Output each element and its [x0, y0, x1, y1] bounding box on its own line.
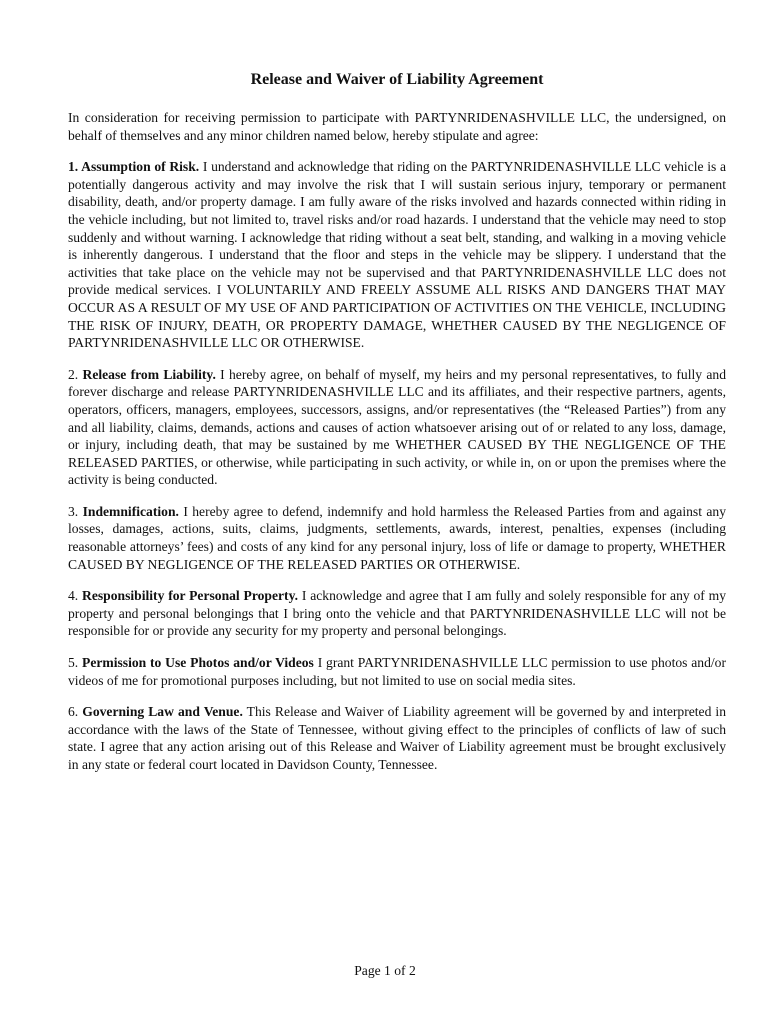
section-body: This Release and Waiver of Liability agreement will be governed by and interpreted in accordance with the laws of the State of Tennessee, without giving effect to the principles of conflicts of law of such state. I agree that any action arising out of this Release and Waiver of Liability agreement must be brought exclusively in any state or federal court located in Davidson County, Tennessee. [68, 704, 726, 772]
intro-paragraph: In consideration for receiving permission to participate with PARTYNRIDENASHVILLE LLC, the undersigned, on behalf of themselves and any minor children named below, hereby stipulate and agree: [68, 110, 726, 143]
section-assumption-of-risk [68, 158, 726, 352]
section-body: I hereby agree to defend, indemnify and hold harmless the Released Parties from and against any losses, damages, actions, suits, claims, judgments, settlements, awards, interest, penalties, expenses (including reasonable attorneys’ fees) and costs of any kind for any personal injury, loss of life or damage to property, WHETHER CAUSED BY NEGLIGENCE OF THE RELEASED PARTIES OR OTHERWISE. [68, 503, 727, 572]
section-body: I acknowledge and agree that I am fully and solely responsible for any of my property and personal belongings that I bring onto the vehicle and that PARTYNRIDENASHVILLE LLC will not be responsible for or provide any security for my property and personal belongings. [68, 588, 727, 639]
section-number: 4. [68, 588, 79, 604]
section-body: I understand and acknowledge that riding on the PARTYNRIDENASHVILLE LLC vehicle is a potentially dangerous activity and may involve the risk that I will sustain serious injury, temporary or permanent disability, death, and/or property damage. I am fully aware of the risks involved and hazards connected within riding in the vehicle including, but not limited to, travel risks and/or road hazards. I understand that the vehicle may need to stop suddenly and without warning. I acknowledge that riding without a seat belt, standing, and walking in a moving vehicle is inherently dangerous. I understand that the floor and steps in the vehicle may be slippery. I understand that the activities that take place on the vehicle may not be supervised and that PARTYNRIDENASHVILLE LLC does not provide medical services. I VOLUNTARILY AND FREELY ASSUME ALL RISKS AND DANGERS THAT MAY OCCUR AS A RESULT OF MY USE OF AND PARTICIPATION OF ACTIVITIES ON THE VEHICLE, INCLUDING THE RISK OF INJURY, DEATH, OR PROPERTY DAMAGE, WHETHER CAUSED BY THE NEGLIGENCE OF PARTYNRIDENASHVILLE LLC OR OTHERWISE. [68, 159, 726, 351]
section-number: 2. [68, 366, 79, 382]
section-personal-property [68, 587, 726, 640]
section-heading: Permission to Use Photos and/or Videos [82, 655, 314, 671]
section-indemnification [68, 503, 726, 573]
section-body: I hereby agree, on behalf of myself, my heirs and my personal representatives, to fully and forever discharge and release PARTYNRIDENASHVILLE LLC and its affiliates, and their respective partners, agents, operators, officers, managers, employees, successors, assigns, and/or representatives (the “Released Parties”) from any and all liability, claims, demands, actions and causes of action whatsoever arising out of or related to any loss, damage, or injury, including death, that may be sustained by me WHETHER CAUSED BY THE NEGLIGENCE OF THE RELEASED PARTIES, or otherwise, while participating in such activity, or while in, on or upon the premises where the activity is being conducted. [68, 366, 726, 488]
section-heading: Release from Liability. [82, 366, 216, 382]
section-heading: Responsibility for Personal Property. [82, 588, 299, 604]
section-heading: 1. Assumption of Risk. [68, 159, 200, 175]
page-number: Page 1 of 2 [354, 963, 416, 978]
section-heading: Governing Law and Venue. [82, 704, 243, 720]
section-heading: Indemnification. [82, 503, 179, 519]
section-governing-law [68, 703, 726, 773]
section-body: I grant PARTYNRIDENASHVILLE LLC permission to use photos and/or videos of me for promotional purposes including, but not limited to use on social media sites. [68, 655, 726, 688]
section-number: 6. [68, 704, 79, 720]
section-release-from-liability [68, 366, 726, 489]
section-number: 5. [68, 655, 79, 671]
document-title: Release and Waiver of Liability Agreement [250, 71, 544, 88]
section-photos-videos [68, 654, 726, 689]
section-number: 3. [68, 503, 79, 519]
